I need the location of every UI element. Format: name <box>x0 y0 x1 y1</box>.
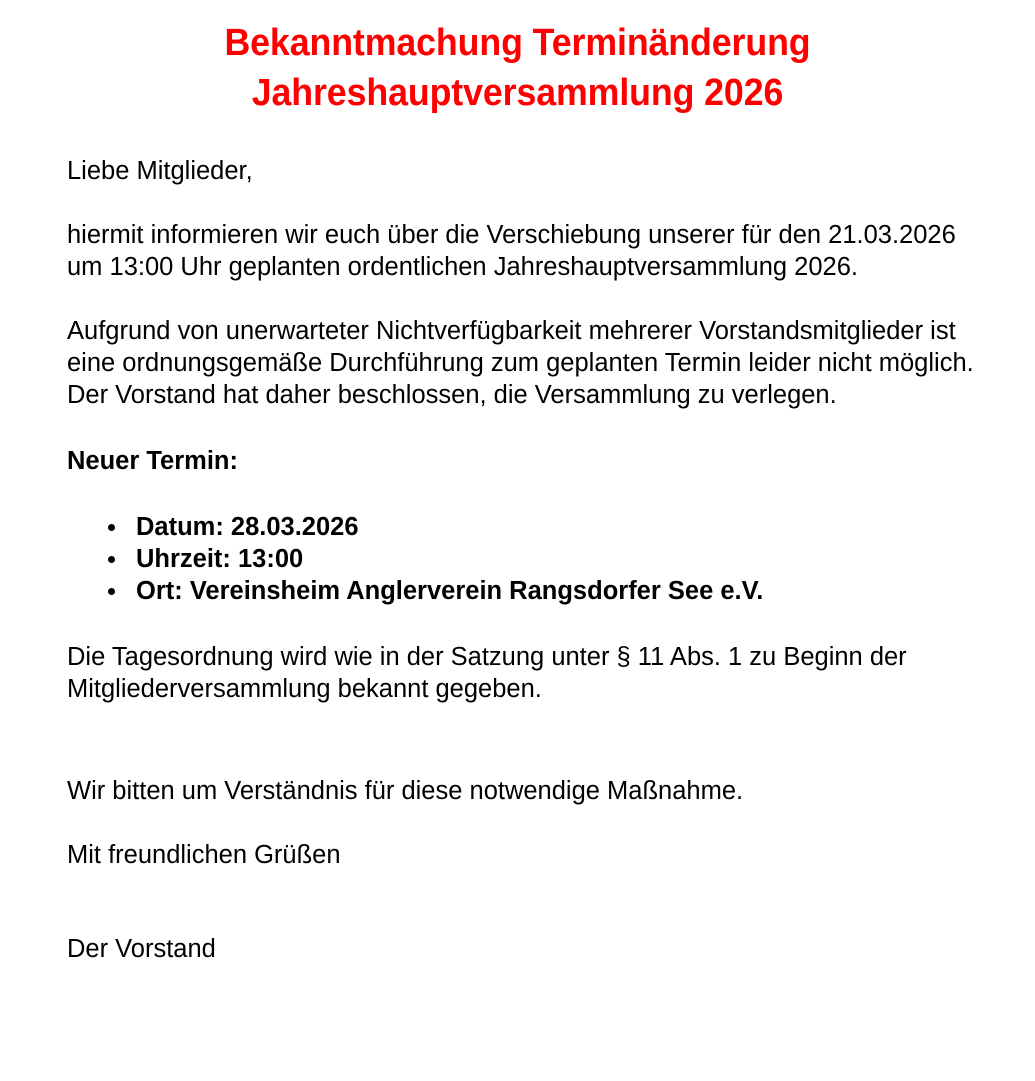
signature-line: Der Vorstand <box>67 935 216 963</box>
new-date-list <box>67 511 992 607</box>
bullet-icon <box>108 588 115 595</box>
list-item <box>67 543 992 575</box>
spacer <box>67 283 992 315</box>
intro-paragraph: hiermit informieren wir euch über die Verschiebung unserer für den 21.03.2026 um 13:00 Uhr geplanten ordentlichen Jahreshauptversammlung 2026. <box>67 221 956 281</box>
list-item-label: Uhrzeit: 13:00 <box>136 545 304 573</box>
new-date-heading: Neuer Termin: <box>67 447 238 475</box>
list-item <box>67 511 992 543</box>
page-title <box>0 18 1035 118</box>
spacer <box>67 871 992 933</box>
spacer <box>67 705 992 775</box>
list-item-label: Ort: Vereinsheim Anglerverein Rangsdorfer See e.V. <box>136 577 764 605</box>
spacer <box>67 477 992 511</box>
spacer <box>67 807 992 839</box>
bullet-icon <box>108 524 115 531</box>
agenda-paragraph: Die Tagesordnung wird wie in der Satzung unter § 11 Abs. 1 zu Beginn der Mitgliederversammlung bekannt gegeben. <box>67 643 907 703</box>
reason-paragraph: Aufgrund von unerwarteter Nichtverfügbarkeit mehrerer Vorstandsmitglieder ist eine ordnungsgemäße Durchführung zum geplanten Termin leider nicht möglich. Der Vorstand hat daher beschlossen, die Versammlung zu verlegen. <box>67 317 974 409</box>
spacer <box>67 607 992 641</box>
title-line-1: Bekanntmachung Terminänderung <box>224 22 811 64</box>
spacer <box>67 187 992 219</box>
list-item <box>67 575 992 607</box>
list-item-label: Datum: 28.03.2026 <box>136 513 359 541</box>
title-line-2: Jahreshauptversammlung 2026 <box>251 72 784 114</box>
salutation: Liebe Mitglieder, <box>67 157 253 185</box>
document-body <box>67 155 992 965</box>
spacer <box>67 411 992 445</box>
apology-paragraph: Wir bitten um Verständnis für diese notwendige Maßnahme. <box>67 777 744 805</box>
closing-line: Mit freundlichen Grüßen <box>67 841 341 869</box>
bullet-icon <box>108 556 115 563</box>
